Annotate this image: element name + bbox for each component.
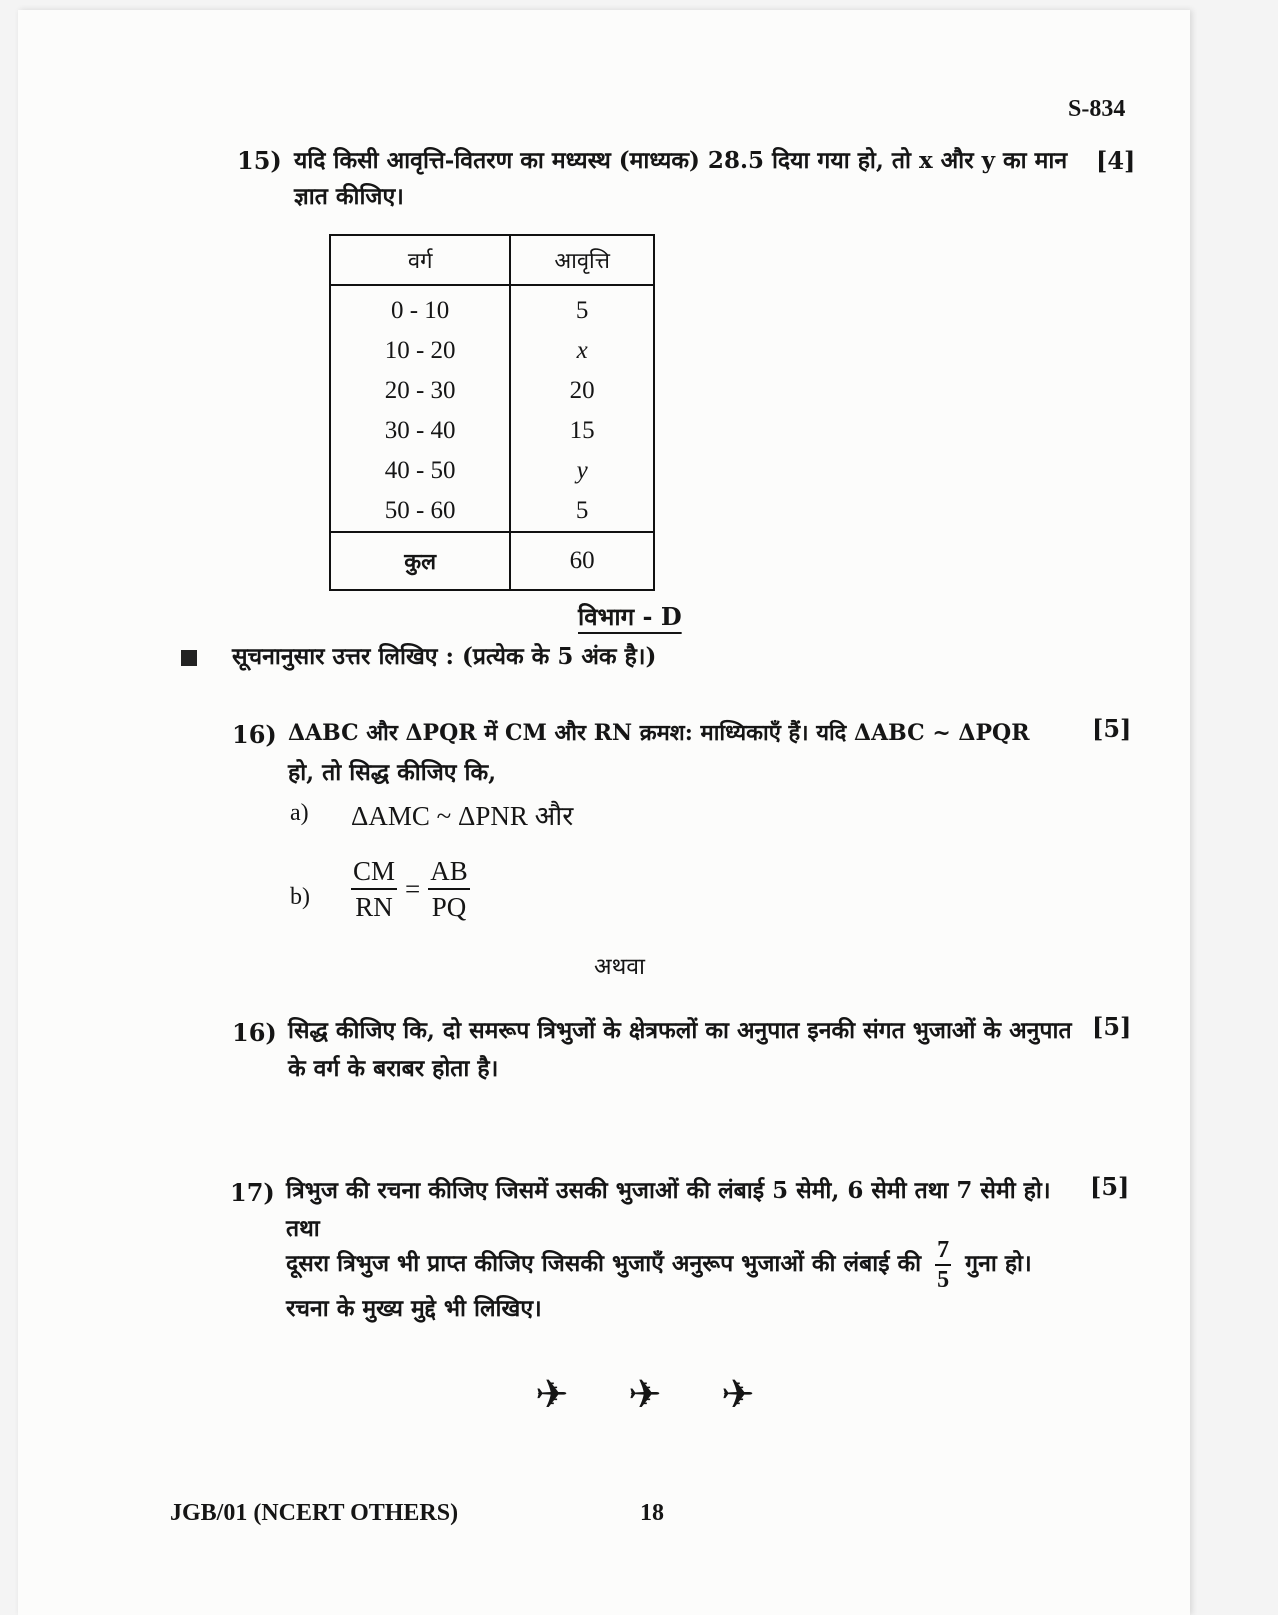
- page-number: 18: [640, 1500, 664, 1526]
- part-a-statement: ΔAMC ~ ΔPNR और: [351, 801, 574, 831]
- q17-text-line1: त्रिभुज की रचना कीजिए जिसमें उसकी भुजाओं की लंबाई 5 सेमी, 6 सेमी तथा 7 सेमी हो। तथा: [286, 1177, 1051, 1242]
- table-row: [330, 411, 654, 451]
- fraction-denominator: 5: [937, 1267, 950, 1293]
- fraction-denominator: RN: [355, 892, 393, 922]
- frequency-table: [329, 234, 655, 591]
- exam-page: [18, 10, 1190, 1615]
- q15-marks: [4]: [1096, 146, 1136, 175]
- q17-marks: [5]: [1090, 1172, 1130, 1201]
- airplane-icon: ✈: [628, 1372, 662, 1418]
- fraction-numerator: AB: [428, 854, 470, 890]
- section-title: विभाग - D: [578, 602, 682, 631]
- table-row: [330, 331, 654, 371]
- q15-text-line1: यदि किसी आवृत्ति-वितरण का मध्यस्थ (माध्यक) 28.5 दिया गया हो, तो x और y का मान: [294, 147, 1068, 174]
- footer-code: JGB/01 (NCERT OTHERS): [170, 1500, 459, 1526]
- q16-alt-text-line1: सिद्ध कीजिए कि, दो समरूप त्रिभुजों के क्षेत्रफलों का अनुपात इनकी संगत भुजाओं के अनुपात: [288, 1017, 1072, 1044]
- class-cell: 50 - 60: [330, 491, 510, 532]
- total-value: 60: [510, 532, 654, 590]
- frequency-cell: 20: [510, 371, 654, 411]
- frequency-cell: y: [510, 451, 654, 491]
- bullet-square-icon: [181, 650, 197, 666]
- table-row: [330, 451, 654, 491]
- q17-text-line2: [286, 1236, 1032, 1294]
- class-cell: 10 - 20: [330, 331, 510, 371]
- q17-number: 17): [230, 1178, 275, 1207]
- table-row: [330, 371, 654, 411]
- part-b-equation: [351, 854, 470, 924]
- part-a-label: a): [290, 800, 309, 826]
- q17-line2-suffix: गुना हो।: [965, 1250, 1032, 1277]
- fraction-denominator: PQ: [431, 892, 467, 922]
- class-cell: 20 - 30: [330, 371, 510, 411]
- column-header-class: वर्ग: [330, 235, 510, 285]
- q17-text-line3: रचना के मुख्य मुद्दे भी लिखिए।: [286, 1295, 542, 1322]
- q16-marks: [5]: [1092, 714, 1132, 743]
- frequency-cell: 5: [510, 491, 654, 532]
- or-separator: अथवा: [594, 954, 646, 980]
- q16-alt-number: 16): [232, 1018, 277, 1047]
- fraction-seven-fifths: [935, 1236, 951, 1294]
- class-cell: 0 - 10: [330, 285, 510, 331]
- total-label: कुल: [330, 532, 510, 590]
- airplane-icon: ✈: [721, 1372, 755, 1418]
- fraction-numerator: CM: [351, 854, 397, 890]
- class-cell: 30 - 40: [330, 411, 510, 451]
- equals-sign: =: [405, 873, 421, 904]
- q16-text-line1: ΔABC और ΔPQR में CM और RN क्रमश: माध्यिकाएँ हैं। यदि ΔABC ~ ΔPQR: [288, 720, 1030, 746]
- part-b-label: b): [290, 884, 310, 910]
- q16-alt-text-line2: के वर्ग के बराबर होता है।: [288, 1055, 499, 1082]
- q16-alt-marks: [5]: [1092, 1012, 1132, 1041]
- frequency-cell: x: [510, 331, 654, 371]
- class-cell: 40 - 50: [330, 451, 510, 491]
- table-row: [330, 491, 654, 532]
- q15-text-line2: ज्ञात कीजिए।: [294, 183, 404, 210]
- q16-text-line2: हो, तो सिद्ध कीजिए कि,: [288, 759, 497, 786]
- fraction-numerator: 7: [935, 1236, 951, 1266]
- fraction-ab-pq: [428, 854, 470, 924]
- q16-number: 16): [232, 720, 277, 749]
- table-total-row: [330, 532, 654, 590]
- table-header-row: [330, 235, 654, 285]
- instruction-text: सूचनानुसार उत्तर लिखिए : (प्रत्येक के 5 अंक है।): [232, 643, 657, 670]
- fraction-cm-rn: [351, 854, 397, 924]
- airplane-icon: ✈: [535, 1372, 569, 1418]
- q17-line2-prefix: दूसरा त्रिभुज भी प्राप्त कीजिए जिसकी भुजाएँ अनुरूप भुजाओं की लंबाई की: [286, 1250, 922, 1277]
- frequency-cell: 15: [510, 411, 654, 451]
- paper-code: S-834: [1068, 96, 1126, 122]
- frequency-cell: 5: [510, 285, 654, 331]
- column-header-frequency: आवृत्ति: [510, 235, 654, 285]
- q15-number: 15): [237, 146, 282, 175]
- table-row: [330, 285, 654, 331]
